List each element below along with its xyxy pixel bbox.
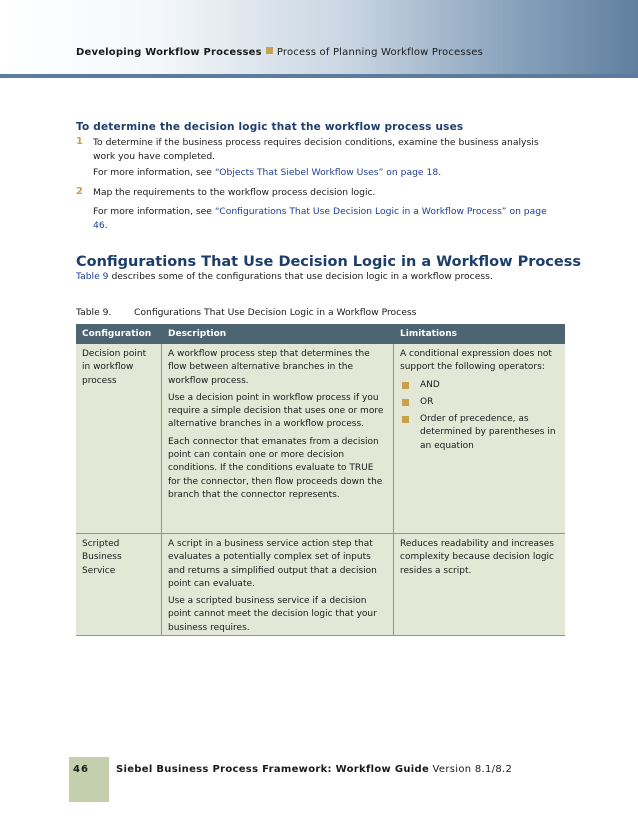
gold-bullet-icon (402, 399, 409, 406)
column-header: Configuration (82, 329, 152, 339)
intro-text: describes some of the configurations that use decision logic in a workflow process. (108, 271, 493, 282)
bullet-item (400, 413, 559, 453)
step-number: 2 (76, 186, 83, 197)
chapter-title: Developing Workflow Processes (76, 47, 262, 58)
limitations-cell (394, 534, 565, 635)
table-row (76, 534, 565, 636)
gold-bullet-icon (402, 382, 409, 389)
gold-square-icon (266, 47, 273, 54)
bullet-text: OR (420, 396, 434, 407)
column-header: Limitations (400, 329, 457, 339)
configuration-cell: Scripted Business Service (76, 534, 162, 635)
bullet-item (400, 396, 559, 409)
description-paragraph: Each connector that emanates from a decision point can contain one or more decision conditions. If the conditions evaluate to TRUE for the connector, then flow proceeds down the branch that the connector represents. (168, 436, 383, 500)
bullet-text: Order of precedence, as determined by parentheses in an equation (420, 414, 556, 451)
limitations-text: A conditional expression does not support the following operators: (400, 349, 552, 373)
section-title: Process of Planning Workflow Processes (276, 47, 483, 58)
more-info-suffix: . (104, 219, 108, 231)
description-paragraph: Use a decision point in workflow process if you require a simple decision that uses one or more alternative branches in a workflow process. (168, 392, 384, 430)
book-title: Siebel Business Process Framework: Workflow Guide (116, 764, 430, 775)
description-paragraph: A script in a business service action step that evaluates a potentially complex set of inputs and returns a simplified output that a decision point can evaluate. (168, 539, 377, 589)
page-number: 46 (73, 764, 89, 775)
cross-reference-link[interactable]: “Objects That Siebel Workflow Uses” on page 18 (214, 167, 439, 178)
description-cell (162, 534, 394, 635)
section-heading: Configurations That Use Decision Logic in a Workflow Process (76, 254, 581, 270)
more-info-prefix: For more information, see (93, 167, 215, 178)
procedure-title: To determine the decision logic that the workflow process uses (76, 121, 464, 133)
book-version: Version 8.1/8.2 (429, 764, 513, 775)
gold-bullet-icon (402, 416, 409, 423)
footer-title (116, 764, 512, 775)
step-text: To determine if the business process requires decision conditions, examine the business analysis work you have completed. (93, 137, 539, 162)
description-cell (162, 344, 394, 533)
limitations-cell (394, 344, 565, 533)
more-info-prefix: For more information, see (93, 206, 215, 217)
limitations-text: Reduces readability and increases complexity because decision logic resides a script. (400, 539, 554, 576)
table-caption-title: Configurations That Use Decision Logic in a Workflow Process (134, 307, 417, 318)
step-more-info (93, 166, 563, 180)
step-text: Map the requirements to the workflow process decision logic. (93, 187, 376, 198)
cross-reference-link[interactable]: “Configurations That Use Decision Logic in a Workflow Process” on page 46 (93, 206, 547, 231)
description-paragraph: Use a scripted business service if a decision point cannot meet the decision logic that your business requires. (168, 596, 377, 633)
table-header-row (76, 324, 565, 344)
step-more-info (93, 205, 563, 232)
description-paragraph: A workflow process step that determines the flow between alternative branches in the workflow process. (168, 349, 370, 386)
header-rule (0, 74, 638, 78)
header-band (0, 0, 638, 78)
configuration-cell: Decision point in workflow process (76, 344, 162, 533)
section-intro (76, 271, 493, 282)
configurations-table (76, 324, 565, 636)
step-number: 1 (76, 136, 83, 147)
column-header: Description (168, 329, 227, 339)
more-info-suffix: . (438, 167, 442, 178)
bullet-text: AND (420, 379, 440, 390)
table-caption (76, 307, 416, 318)
table-caption-number: Table 9. (76, 307, 112, 318)
table-link[interactable]: Table 9 (76, 271, 109, 282)
running-head (76, 47, 483, 58)
bullet-item (400, 379, 559, 392)
table-row (76, 344, 565, 534)
